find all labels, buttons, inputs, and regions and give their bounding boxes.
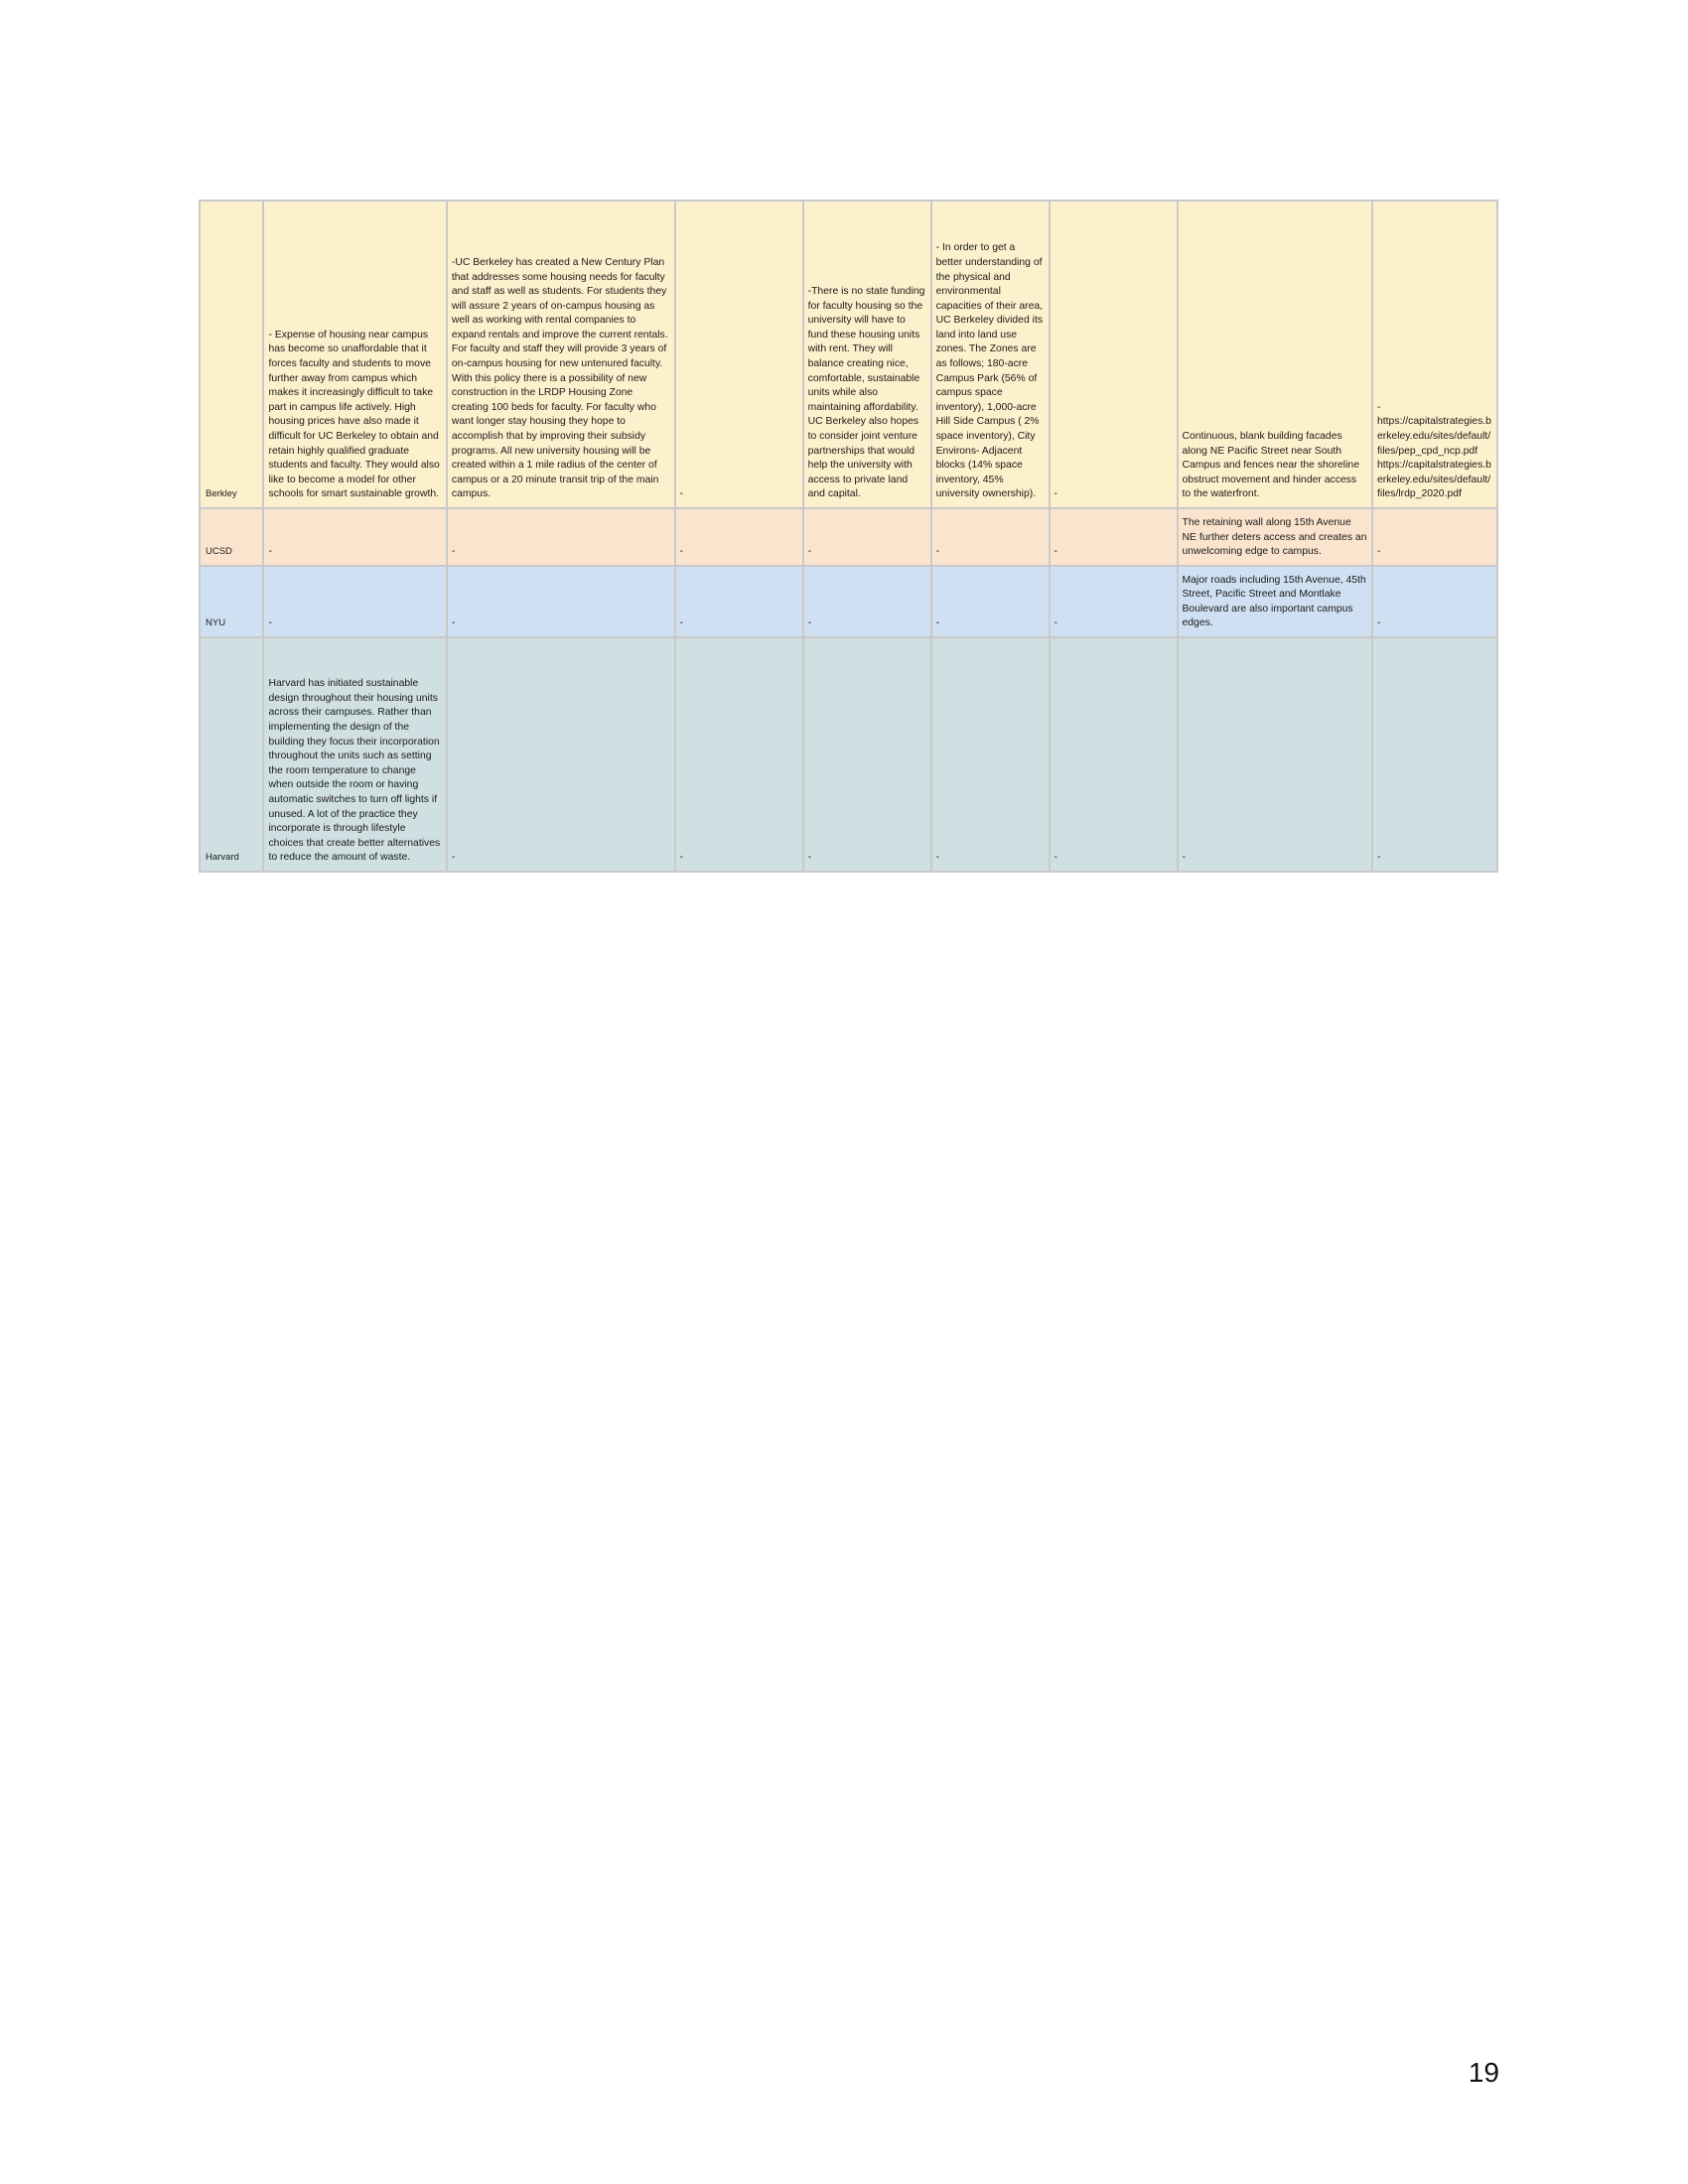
comparison-table	[199, 200, 1498, 873]
table-cell: -	[675, 637, 803, 872]
table-cell: Harvard has initiated sustainable design throughout their housing units across their campuses. Rather than implementing the design of the building they focus their incorporation throughout the units such as setting the room temperature to change when outside the room or having automatic switches to turn off lights if unused. A lot of the practice they incorporate is through lifestyle choices that create better alternatives to reduce the amount of waste.	[263, 637, 446, 872]
table-cell: -	[263, 566, 446, 637]
table-row-harvard	[200, 637, 1497, 872]
table-cell: -	[263, 508, 446, 566]
table-cell: -	[931, 566, 1050, 637]
school-name-cell: NYU	[200, 566, 263, 637]
table-cell: -	[931, 508, 1050, 566]
table-cell: -	[675, 566, 803, 637]
table-cell: Continuous, blank building facades along NE Pacific Street near South Campus and fences near the shoreline obstruct movement and hinder access to the waterfront.	[1178, 201, 1373, 508]
table-cell: Major roads including 15th Avenue, 45th Street, Pacific Street and Montlake Boulevard are also important campus edges.	[1178, 566, 1373, 637]
table-cell: - Expense of housing near campus has become so unaffordable that it forces faculty and students to move further away from campus which makes it increasingly difficult to take part in campus life actively. High housing prices have also made it difficult for UC Berkeley to obtain and retain highly qualified graduate students and faculty. They would also like to become a model for other schools for smart sustainable growth.	[263, 201, 446, 508]
page-number: 19	[1468, 2057, 1499, 2088]
table-cell: -	[1372, 566, 1497, 637]
table-cell: -	[1372, 637, 1497, 872]
table-row-berkley	[200, 201, 1497, 508]
school-name-cell: Berkley	[200, 201, 263, 508]
table-row-nyu	[200, 566, 1497, 637]
table-cell: -	[447, 566, 675, 637]
school-name-cell: Harvard	[200, 637, 263, 872]
table-cell: -	[803, 508, 931, 566]
table-cell: -	[675, 508, 803, 566]
table-cell: -	[1050, 637, 1178, 872]
table-cell: -	[1050, 201, 1178, 508]
table-cell: -	[447, 637, 675, 872]
table-cell: -	[803, 566, 931, 637]
table-cell: The retaining wall along 15th Avenue NE further deters access and creates an unwelcoming edge to campus.	[1178, 508, 1373, 566]
table-cell: -	[1050, 508, 1178, 566]
table-cell: -There is no state funding for faculty housing so the university will have to fund these housing units with rent. They will balance creating nice, comfortable, sustainable units while also maintaining affordability. UC Berkeley also hopes to consider joint venture partnerships that would help the university with access to private land and capital.	[803, 201, 931, 508]
table-cell: - In order to get a better understanding of the physical and environmental capacities of their area, UC Berkeley divided its land into land use zones. The Zones are as follows; 180-acre Campus Park (56% of campus space inventory), 1,000-acre Hill Side Campus ( 2% space inventory), City Environs- Adjacent blocks (14% space inventory, 45% university ownership).	[931, 201, 1050, 508]
table-row-ucsd	[200, 508, 1497, 566]
source-links-cell: -https://capitalstrategies.berkeley.edu/sites/default/files/pep_cpd_ncp.pdf https://capitalstrategies.berkeley.edu/sites/default/files/lrdp_2020.pdf	[1372, 201, 1497, 508]
table-cell: -	[675, 201, 803, 508]
table-cell: -	[1050, 566, 1178, 637]
table-cell: -	[1178, 637, 1373, 872]
table-cell: -	[1372, 508, 1497, 566]
table-cell: -	[803, 637, 931, 872]
table-cell: -UC Berkeley has created a New Century Plan that addresses some housing needs for faculty and staff as well as students. For students they will assure 2 years of on-campus housing as well as working with rental companies to expand rentals and improve the current rentals. For faculty and staff they will provide 3 years of on-campus housing for new untenured faculty. With this policy there is a possibility of new construction in the LRDP Housing Zone creating 100 beds for faculty. For faculty who want longer stay housing they hope to accomplish that by improving their subsidy programs. All new university housing will be created within a 1 mile radius of the center of campus or a 20 minute transit trip of the main campus.	[447, 201, 675, 508]
school-name-cell: UCSD	[200, 508, 263, 566]
table-cell: -	[447, 508, 675, 566]
table-cell: -	[931, 637, 1050, 872]
